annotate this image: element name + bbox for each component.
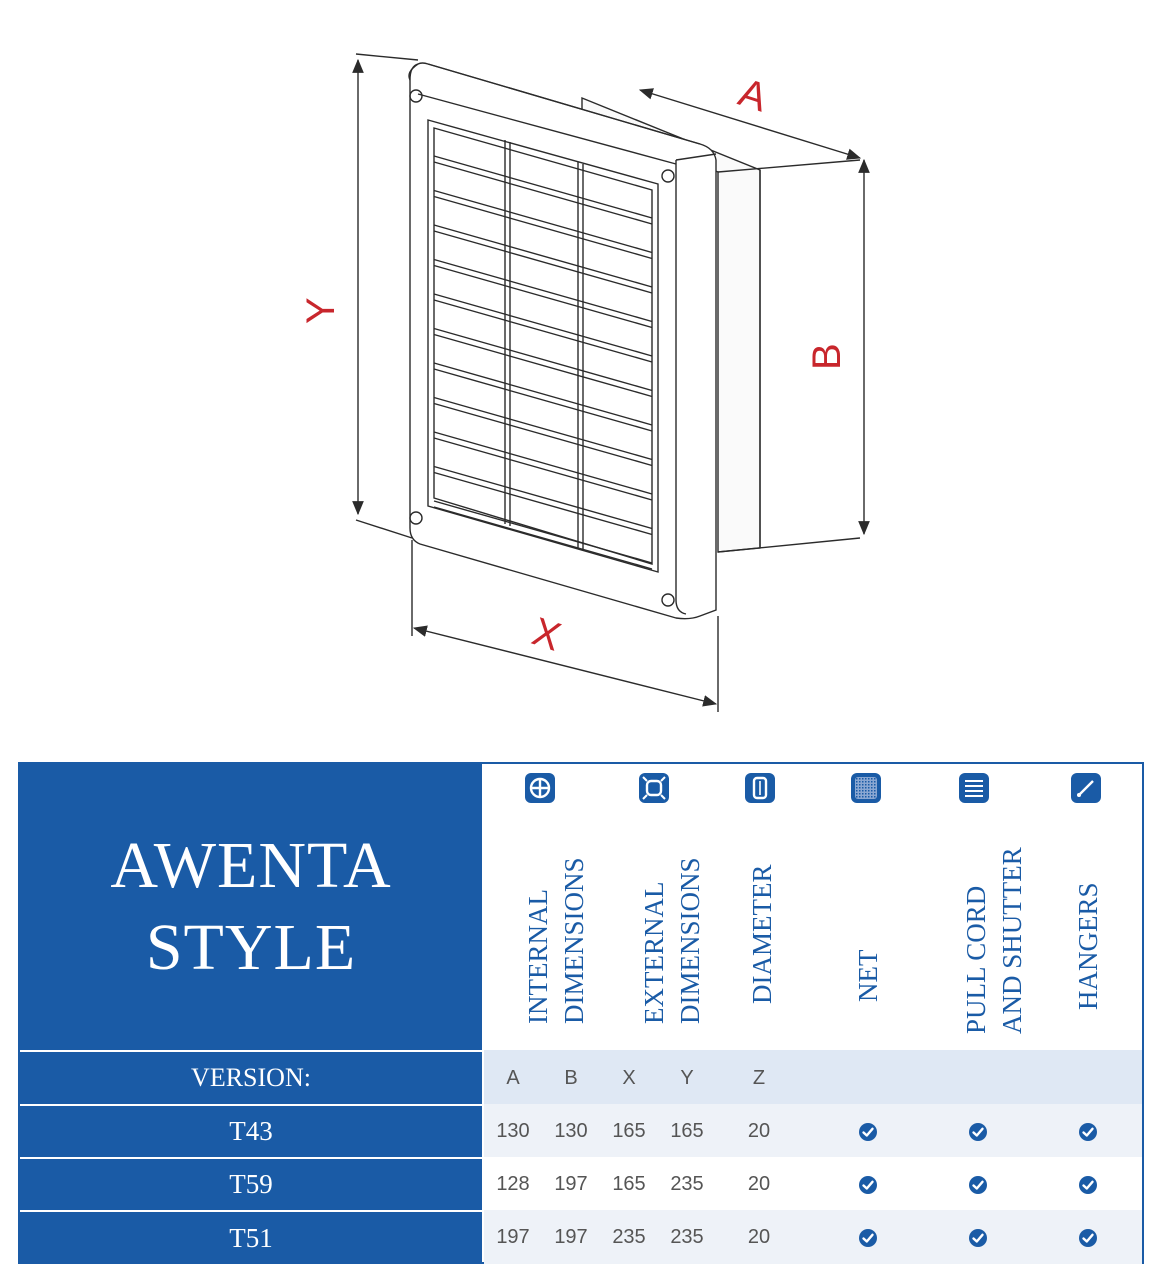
row-model: T59 <box>20 1157 482 1210</box>
column-label: AND SHUTTER <box>997 847 1027 1034</box>
checkmark-icon <box>1078 1175 1098 1195</box>
cell-y: 235 <box>670 1173 704 1195</box>
cell-b: 197 <box>554 1226 588 1248</box>
diameter-icon <box>744 772 776 804</box>
subheader-y: Y <box>680 1067 694 1089</box>
column-header-net <box>846 764 926 1050</box>
subheader-x: X <box>622 1067 636 1089</box>
external-dimensions-icon <box>638 772 670 804</box>
cell-b: 197 <box>554 1173 588 1195</box>
checkmark-icon <box>968 1175 988 1195</box>
pull-cord-icon <box>958 772 990 804</box>
column-label: NET <box>853 949 883 1002</box>
cell-y: 165 <box>670 1120 704 1142</box>
brand-line-1: AWENTA <box>110 829 392 902</box>
checkmark-icon <box>1078 1122 1098 1142</box>
column-header-hangers <box>1060 764 1140 1050</box>
column-label: PULL CORD <box>961 885 991 1034</box>
column-label: INTERNAL <box>523 889 553 1024</box>
net-icon <box>850 772 882 804</box>
internal-dimensions-icon <box>524 772 556 804</box>
dimension-label-x: X <box>526 609 566 660</box>
brand-title <box>20 764 482 1050</box>
column-header-internal-dimensions <box>506 764 606 1050</box>
cell-a: 197 <box>496 1226 530 1248</box>
column-label: DIMENSIONS <box>559 857 589 1024</box>
checkmark-icon <box>968 1228 988 1248</box>
column-label: EXTERNAL <box>639 881 669 1024</box>
checkmark-icon <box>858 1175 878 1195</box>
row-model: T51 <box>20 1210 482 1264</box>
cell-x: 235 <box>612 1226 646 1248</box>
column-label: HANGERS <box>1073 882 1103 1010</box>
column-label: DIAMETER <box>747 864 777 1004</box>
cell-x: 165 <box>612 1173 646 1195</box>
hangers-icon <box>1070 772 1102 804</box>
dimension-label-b: B <box>805 343 849 370</box>
spec-table <box>18 762 1144 1264</box>
cell-z: 20 <box>747 1226 771 1248</box>
cell-b: 130 <box>554 1120 588 1142</box>
subheader-a: A <box>506 1067 520 1089</box>
brand-line-2: STYLE <box>145 911 357 984</box>
dimension-label-y: Y <box>299 297 343 324</box>
checkmark-icon <box>858 1122 878 1142</box>
cell-z: 20 <box>747 1173 771 1195</box>
checkmark-icon <box>1078 1228 1098 1248</box>
column-header-pull-cord <box>940 764 1040 1050</box>
cell-x: 165 <box>612 1120 646 1142</box>
row-model: T43 <box>20 1104 482 1157</box>
column-header-diameter <box>740 764 820 1050</box>
cell-z: 20 <box>747 1120 771 1142</box>
checkmark-icon <box>858 1228 878 1248</box>
cell-y: 235 <box>670 1226 704 1248</box>
cell-a: 128 <box>496 1173 530 1195</box>
grille-illustration <box>409 63 860 619</box>
column-label: DIMENSIONS <box>675 857 705 1024</box>
cell-a: 130 <box>496 1120 530 1142</box>
subheader-b: B <box>564 1067 578 1089</box>
checkmark-icon <box>968 1122 988 1142</box>
dimension-label-a: A <box>733 70 773 121</box>
version-label: VERSION: <box>20 1050 482 1104</box>
column-header-external-dimensions <box>624 764 724 1050</box>
subheader-z: Z <box>752 1067 766 1089</box>
